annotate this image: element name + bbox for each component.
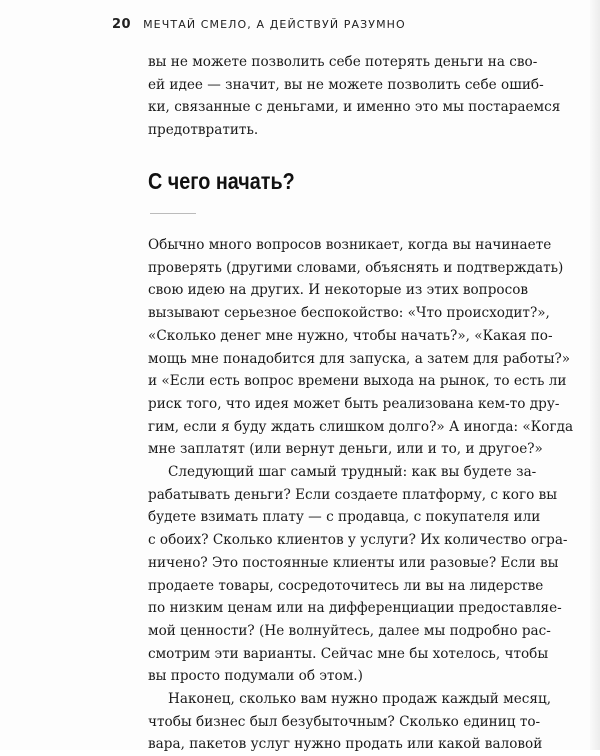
text-line: и «Если есть вопрос времени выхода на рынок, то есть ли bbox=[148, 373, 567, 390]
text-line: с обоих? Сколько клиентов у услуги? Их количество огра- bbox=[148, 532, 568, 549]
page-number: 20 bbox=[112, 17, 132, 32]
text-line: будете взимать плату — с продавца, с покупателя или bbox=[148, 509, 541, 526]
body-text bbox=[148, 234, 574, 756]
text-line: ей идее — значит, вы не можете позволить себе ошиб- bbox=[148, 76, 544, 93]
text-line: «Сколько денег мне нужно, чтобы начать?», «Какая по- bbox=[148, 327, 553, 344]
text-line: гим, если я буду ждать слишком долго?» А иногда: «Когда bbox=[148, 418, 574, 435]
text-line: рабатывать деньги? Если создаете платформу, с кого вы bbox=[148, 486, 558, 503]
text-line: свою идею на других. И некоторые из этих вопросов bbox=[148, 282, 529, 299]
text-line: чтобы бизнес был безубыточным? Сколько единиц то- bbox=[148, 713, 541, 730]
text-line: вызывают серьезное беспокойство: «Что происходит?», bbox=[148, 305, 550, 322]
text-line: вы не можете позволить себе потерять деньги на сво- bbox=[148, 54, 538, 70]
text-line: смотрим эти варианты. Сейчас мне бы хотелось, чтобы bbox=[148, 645, 549, 662]
text-line: ки, связанные с деньгами, и именно это мы постараемся bbox=[148, 99, 561, 116]
text-line: проверять (другими словами, объяснять и подтверждать) bbox=[148, 259, 564, 276]
text-line: мне заплатят (или вернут деньги, или и то, и другое?» bbox=[148, 441, 543, 458]
heading-divider bbox=[150, 213, 196, 214]
text-line: риск того, что идея может быть реализована кем-то дру- bbox=[148, 395, 560, 412]
section-heading: С чего начать? bbox=[148, 168, 295, 194]
page-edge-shadow bbox=[590, 0, 600, 750]
text-line: вы просто подумали об этом.) bbox=[148, 668, 363, 685]
text-line: Следующий шаг самый трудный: как вы будете за- bbox=[168, 464, 537, 481]
text-line: Обычно много вопросов возникает, когда вы начинаете bbox=[148, 237, 552, 253]
text-line: мой ценности? (Не волнуйтесь, далее мы подробно рас- bbox=[148, 622, 551, 639]
text-line: вара, пакетов услуг нужно продать или какой валовой bbox=[148, 736, 543, 753]
running-header bbox=[112, 17, 406, 32]
text-line: мощь мне понадобится для запуска, а затем для работы?» bbox=[148, 350, 571, 367]
text-line: ничено? Это постоянные клиенты или разовые? Если вы bbox=[148, 554, 559, 571]
text-line: по низким ценам или на дифференциации предоставляе- bbox=[148, 600, 562, 617]
text-line: предотвратить. bbox=[148, 122, 259, 139]
text-line: Наконец, сколько вам нужно продаж каждый месяц, bbox=[168, 691, 552, 708]
intro-paragraph bbox=[148, 51, 561, 142]
text-line: продаете товары, сосредоточитесь ли вы на лидерстве bbox=[148, 577, 544, 594]
running-title: МЕЧТАЙ СМЕЛО, А ДЕЙСТВУЙ РАЗУМНО bbox=[143, 18, 406, 31]
